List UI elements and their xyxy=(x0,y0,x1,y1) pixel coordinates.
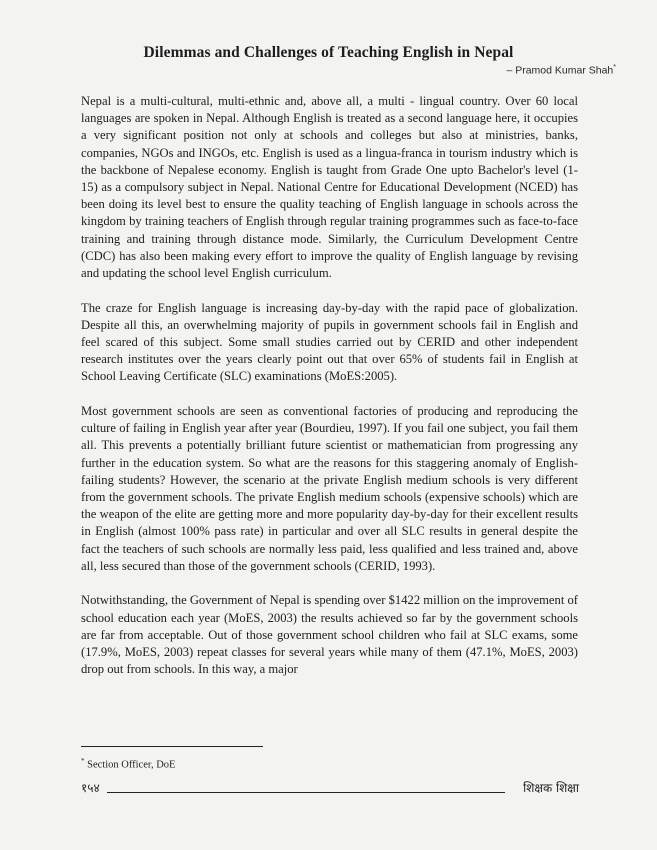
paragraph-3: Most government schools are seen as conventional factories of producing and reproducing the culture of failing in English year after year (Bourdieu, 1997). If you fail one subject, you fail them all. This prevents a potentially brilliant future scientist or mathematician from progressing any further in the education system. So what are the reasons for this staggering anomaly of English-failing students? However, the scenario at the private English medium schools is very different from the government schools. The private English medium schools (expensive schools) which are the weapon of the elite are getting more and more popularity day-by-day for their excellent results in English (almost 100% pass rate) in particular and over all SLC results in general despite the fact the teachers of such schools are normally less paid, less qualified and less trained and, above all, less secured than those of the government schools (CERID, 1993). xyxy=(81,404,578,573)
author-footnote-mark: * xyxy=(613,64,616,71)
footnote-mark: * xyxy=(81,757,85,765)
article-author xyxy=(506,64,616,77)
journal-name: शिक्षक शिक्षा xyxy=(523,781,579,795)
article-title: Dilemmas and Challenges of Teaching English in Nepal xyxy=(143,44,514,61)
footnote xyxy=(81,757,175,771)
paragraph-2: The craze for English language is increasing day-by-day with the rapid pace of globalization. Despite all this, an overwhelming majority of pupils in government schools fail in English and feel scared of this subject. Some small studies carried out by CERID and other independent research institutes over the years clearly point out that over 65% of students fail in English at School Leaving Certificate (SLC) examinations (MoES:2005). xyxy=(81,300,578,384)
author-name: – Pramod Kumar Shah xyxy=(506,64,614,77)
paragraph-4: Notwithstanding, the Government of Nepal is spending over $1422 million on the improvement of school education each year (MoES, 2003) the results achieved so far by the government schools are far from acceptable. Out of those government school children who fail at SLC exams, some (17.9%, MoES, 2003) repeat classes for several years while many of them (47.1%, MoES, 2003) drop out from schools. In this way, a major xyxy=(81,593,578,677)
footer-divider xyxy=(107,792,505,793)
paragraph-1: Nepal is a multi-cultural, multi-ethnic and, above all, a multi - lingual country. Over 60 local languages are spoken in Nepal. Although English is treated as a second language here, it occupies a very significant position not only at schools and colleges but also at ministries, banks, companies, NGOs and INGOs, etc. English is used as a lingua-franca in tourism industry which is the backbone of Nepalese economy. English is taught from Grade One upto Bachelor's level (1- 15) as a compulsory subject in Nepal. National Centre for Educational Development (NCED) has been doing its level best to ensure the quality teaching of English language in schools across the kingdom by training teachers of English through regular training programmes such as face-to-face training and training through distance mode. Similarly, the Curriculum Development Centre (CDC) has also been making every effort to improve the quality of English language by revising and updating the school level English curriculum. xyxy=(81,94,578,281)
footnote-text: Section Officer, DoE xyxy=(87,759,176,771)
article-body xyxy=(81,93,578,696)
page-number: १५४ xyxy=(81,781,100,795)
footnote-divider xyxy=(81,746,263,747)
